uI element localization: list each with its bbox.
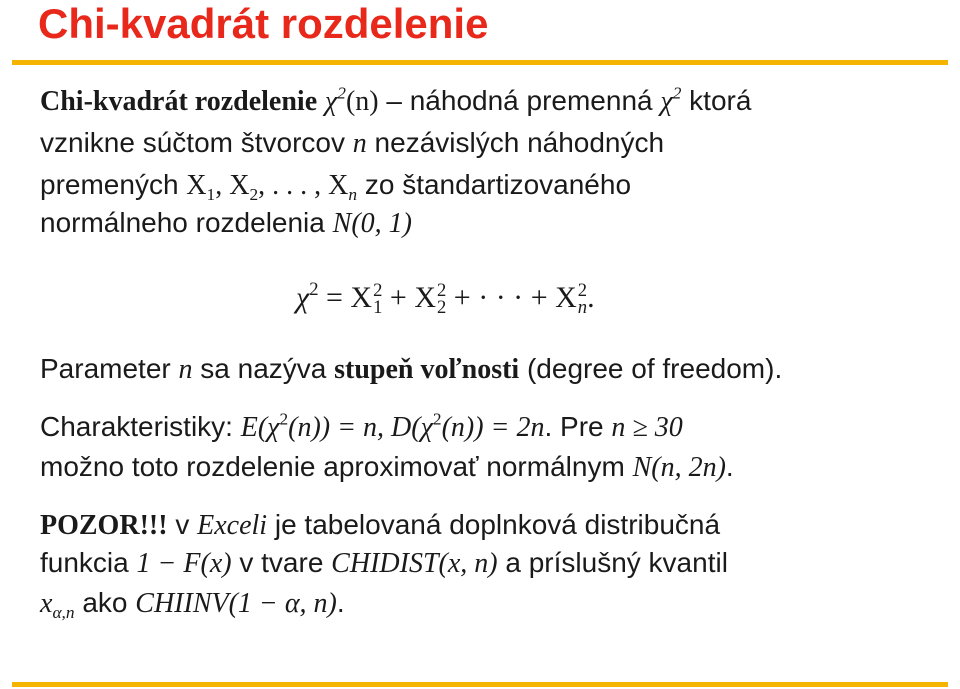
var-list: $X_1$, $X_2$, . . . , $X_n$: [186, 170, 358, 205]
excel-note-line-1: POZOR!!! v Exceli je tabelovaná doplnková distribučná: [40, 509, 721, 541]
footer-rule: [12, 682, 948, 687]
chi-symbol: $\chi^2(n)$: [324, 83, 379, 117]
dash-text: – náhodná premenná: [378, 85, 661, 116]
definition-line-2: vznikne súčtom štvorcov n nezávislých náhodných: [40, 127, 665, 159]
chiinv-function: CHIINV(1 − α, n): [135, 588, 337, 619]
characteristics-line-1: Charakteristiky: $E(\chi^2(n)) = n$, $D(\chi^2(n)) = 2n$. Pre n ≥ 30: [40, 409, 683, 443]
mean-variance-formula: $E(\chi^2(n)) = n$, $D(\chi^2(n)) = 2n$: [240, 409, 545, 443]
term-degrees-of-freedom: stupeň voľnosti: [334, 354, 520, 385]
definition-line-3: premených $X_1$, $X_2$, . . . , $X_n$ zo štandartizovaného: [40, 169, 632, 205]
which-text: ktorá: [681, 85, 752, 116]
excel-note-line-3: $x_{\alpha,n}$ ako CHIINV(1 − α, n).: [40, 587, 345, 623]
sum-of-squares-formula: $\chi^2 = X$ 2 1 + X 2 2 + · · · + X 2 n .: [296, 278, 595, 319]
excel-term: Exceli: [197, 510, 268, 541]
definition-line-1: [40, 83, 752, 118]
warning-label: POZOR: [40, 510, 140, 541]
definition-line-4: normálneho rozdelenia N(0, 1): [40, 207, 412, 239]
term-chi-square: Chi-kvadrát rozdelenie: [40, 86, 318, 117]
normal-dist: N(0, 1): [332, 208, 412, 239]
chidist-function: CHIDIST(x, n): [331, 548, 498, 579]
chi-symbol-2: $\chi^2$: [660, 83, 682, 117]
excel-note-line-2: funkcia 1 − F(x) v tvare CHIDIST(x, n) a príslušný kvantil: [40, 547, 728, 579]
characteristics-line-2: možno toto rozdelenie aproximovať normálnym N(n, 2n).: [40, 451, 734, 483]
degrees-of-freedom-line: Parameter n sa nazýva stupeň voľnosti (degree of freedom).: [40, 353, 783, 385]
title-underline: [12, 60, 948, 65]
slide-title: Chi-kvadrát rozdelenie: [38, 0, 489, 47]
approx-condition: n ≥ 30: [611, 412, 683, 443]
